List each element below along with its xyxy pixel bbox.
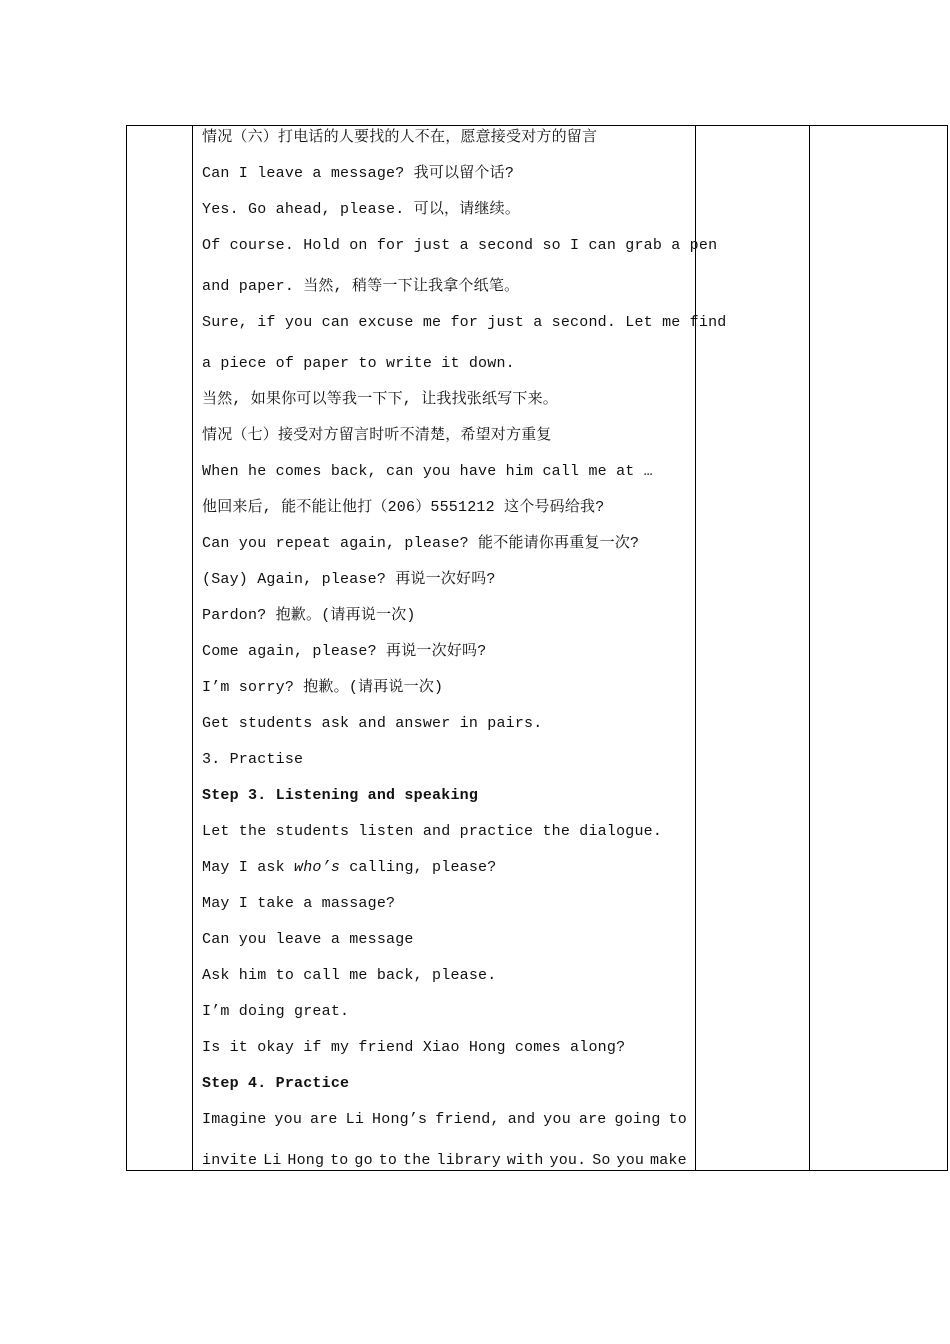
word: are — [578, 1111, 607, 1128]
column-divider — [695, 126, 696, 1170]
text-line: I’m sorry? 抱歉。(请再说一次) — [202, 679, 444, 696]
word: Li — [345, 1111, 365, 1128]
justified-line — [202, 1110, 687, 1130]
text-line: Come again, please? 再说一次好吗? — [202, 643, 487, 660]
word: to — [330, 1152, 349, 1169]
text-part: May I ask — [202, 859, 295, 876]
word: to — [668, 1111, 687, 1128]
word: with — [506, 1152, 544, 1169]
lesson-table — [126, 125, 948, 1171]
word: Imagine — [202, 1111, 267, 1128]
word: Li — [263, 1152, 282, 1169]
step-heading: Step 4. Practice — [202, 1075, 350, 1092]
word: the — [403, 1152, 431, 1169]
text-line: May I take a massage? — [202, 895, 396, 912]
text-line: Is it okay if my friend Xiao Hong comes along? — [202, 1039, 626, 1056]
text-line: Get students ask and answer in pairs. — [202, 715, 543, 732]
word: invite — [202, 1152, 258, 1169]
text-line: Let the students listen and practice the dialogue. — [202, 823, 663, 840]
text-line — [202, 858, 496, 878]
text-line: a piece of paper to write it down. — [202, 355, 515, 372]
text-line: and paper. 当然, 稍等一下让我拿个纸笔。 — [202, 278, 520, 295]
text-line: 情况（六）打电话的人要找的人不在，愿意接受对方的留言 — [202, 129, 598, 146]
section-heading: 3. Practise — [202, 751, 304, 768]
text-part: calling, please? — [340, 859, 497, 876]
word: So — [592, 1152, 611, 1169]
text-line: Can you leave a message — [202, 931, 414, 948]
word: and — [507, 1111, 536, 1128]
text-line: Pardon? 抱歉。(请再说一次) — [202, 607, 416, 624]
text-line: Ask him to call me back, please. — [202, 967, 497, 984]
italic-text: who’s — [294, 859, 341, 876]
word: going — [614, 1111, 661, 1128]
step-heading: Step 3. Listening and speaking — [202, 787, 479, 804]
text-line: 当然, 如果你可以等我一下下, 让我找张纸写下来。 — [202, 391, 559, 408]
text-line: Of course. Hold on for just a second so I can grab a pen — [202, 237, 718, 254]
word: Hong — [287, 1152, 325, 1169]
column-divider — [809, 126, 810, 1170]
word: you — [616, 1152, 645, 1169]
word: library — [436, 1152, 501, 1169]
text-line: Can you repeat again, please? 能不能请你再重复一次? — [202, 535, 640, 552]
word: make — [650, 1152, 687, 1169]
word: friend, — [435, 1111, 500, 1128]
text-line: I’m doing great. — [202, 1003, 350, 1020]
word: Hong’s — [372, 1111, 428, 1128]
column-divider — [192, 126, 193, 1170]
text-line: 他回来后, 能不能让他打（206）5551212 这个号码给我? — [202, 499, 605, 516]
justified-line — [202, 1151, 687, 1171]
text-line: Sure, if you can excuse me for just a second. Let me find — [202, 314, 727, 331]
text-line: (Say) Again, please? 再说一次好吗? — [202, 571, 496, 588]
word: go — [354, 1152, 373, 1169]
text-line: Can I leave a message? 我可以留个话? — [202, 165, 515, 182]
text-line: Yes. Go ahead, please. 可以，请继续。 — [202, 201, 521, 218]
word: are — [310, 1111, 338, 1128]
word: to — [378, 1152, 398, 1169]
text-line: 情况（七）接受对方留言时听不清楚，希望对方重复 — [202, 427, 552, 444]
word: you. — [549, 1152, 587, 1169]
word: you — [543, 1111, 571, 1128]
text-line: When he comes back, can you have him call me at … — [202, 463, 653, 480]
word: you — [274, 1111, 303, 1128]
